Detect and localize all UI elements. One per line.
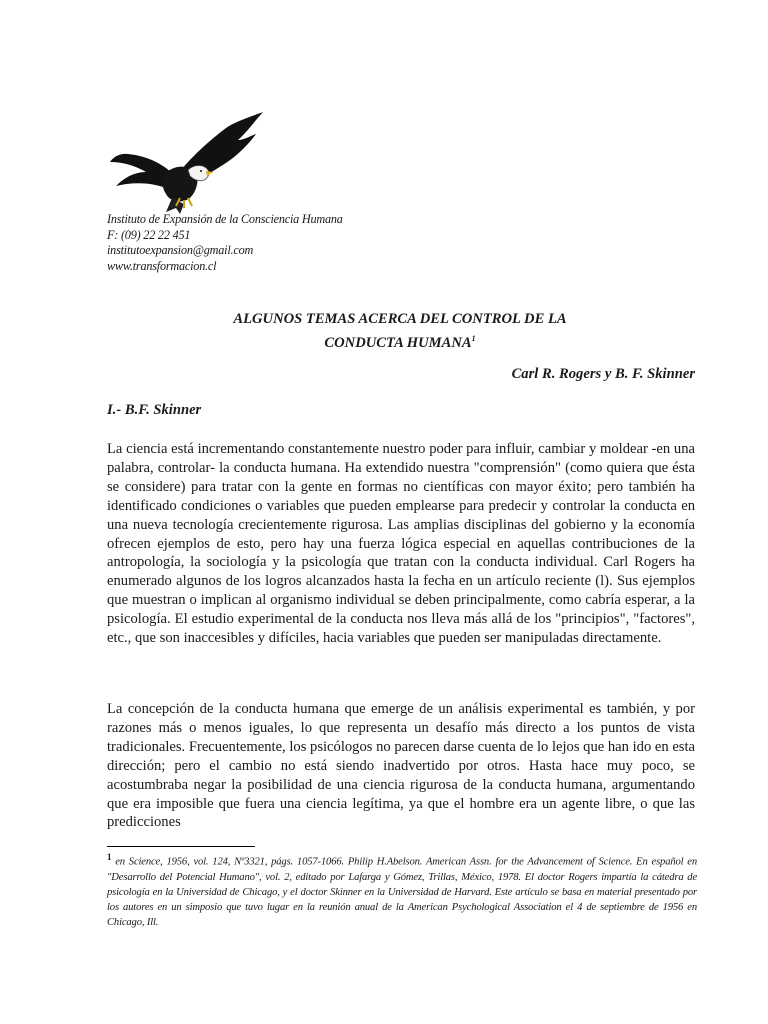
footnote bbox=[107, 850, 697, 931]
title-line-1: ALGUNOS TEMAS ACERCA DEL CONTROL DE LA bbox=[233, 311, 567, 327]
institute-contact bbox=[107, 212, 343, 274]
eagle-icon bbox=[110, 110, 266, 214]
body-paragraph-1: La ciencia está incrementando constantemente nuestro poder para influir, cambiar y moldear -en una palabra, controlar- la conducta humana. Ha extendido nuestra "comprensión" (como quiera que ésta se considere) para tratar con la gente en formas no científicas con mayor éxito; pero también ha identificado condiciones o variables que pueden emplearse para predecir y controlar la conducta en una nueva tecnología crecientemente rigurosa. Las amplias disciplinas del gobierno y la economía ofrecen ejemplos de esto, pero hay una fuerza lógica especial en aquellas contribuciones de la antropología, la sociología y la psicología que tratan con la conducta individual. Carl Rogers ha enumerado algunos de los logros alcanzados hasta la fecha en un artículo reciente (l). Sus ejemplos que muestran o implican al organismo individual se deben principalmente, como cabría esperar, a la psicología. El estudio experimental de la conducta nos lleva más allá de los "principios", "factores", etc., que son inaccesibles y difíciles, hacia variables que pueden ser manipuladas directamente. bbox=[107, 441, 695, 647]
document-title bbox=[140, 310, 660, 353]
footnote-separator bbox=[107, 846, 255, 847]
institute-name: Instituto de Expansión de la Consciencia Humana bbox=[107, 212, 343, 226]
institute-phone: F: (09) 22 22 451 bbox=[107, 227, 191, 242]
footnote-text: en Science, 1956, vol. 124, Nº3321, págs. 1057-1066. Philip H.Abelson. American Assn. for the Advancement of Science. En español en "Desarrollo del Potencial Humano", vol. 2, editado por Lafarga y Gómez, Trillas, México, 1978. El doctor Rogers impartía la cátedra de psicología en la Universidad de Chicago, y el doctor Skinner en la Universidad de Harvard. Este artículo se basa en material presentado por los autores en un simposio que tuvo lugar en la reunión anual de la American Psychological Association el 4 de septiembre de 1956 en Chicago, Ill. bbox=[107, 856, 697, 929]
title-line-2 bbox=[140, 329, 660, 353]
section-heading: I.- B.F. Skinner bbox=[107, 402, 202, 418]
authors: Carl R. Rogers y B. F. Skinner bbox=[511, 366, 695, 382]
body-paragraph-2: La concepción de la conducta humana que emerge de un análisis experimental es también, y por razones más o menos iguales, lo que representa un desafío más directo a los puntos de vista tradicionales. Frecuentemente, los psicólogos no parecen darse cuenta de lo lejos que han ido en esta dirección; pero el cambio no está siendo inadvertido por otros. Hasta hace muy poco, se acostumbraba negar la posibilidad de una ciencia rigurosa de la conducta humana, argumentando que era imposible que fuera una ciencia legítima, ya que el hombre era un agente libre, o que las predicciones bbox=[107, 701, 696, 831]
title-line-2-text: CONDUCTA HUMANA bbox=[324, 334, 472, 351]
title-footnote-marker: 1 bbox=[471, 334, 476, 343]
footnote-marker: 1 bbox=[107, 852, 112, 862]
institute-website: www.transformacion.cl bbox=[107, 258, 217, 273]
institute-email: institutoexpansion@gmail.com bbox=[107, 243, 254, 258]
